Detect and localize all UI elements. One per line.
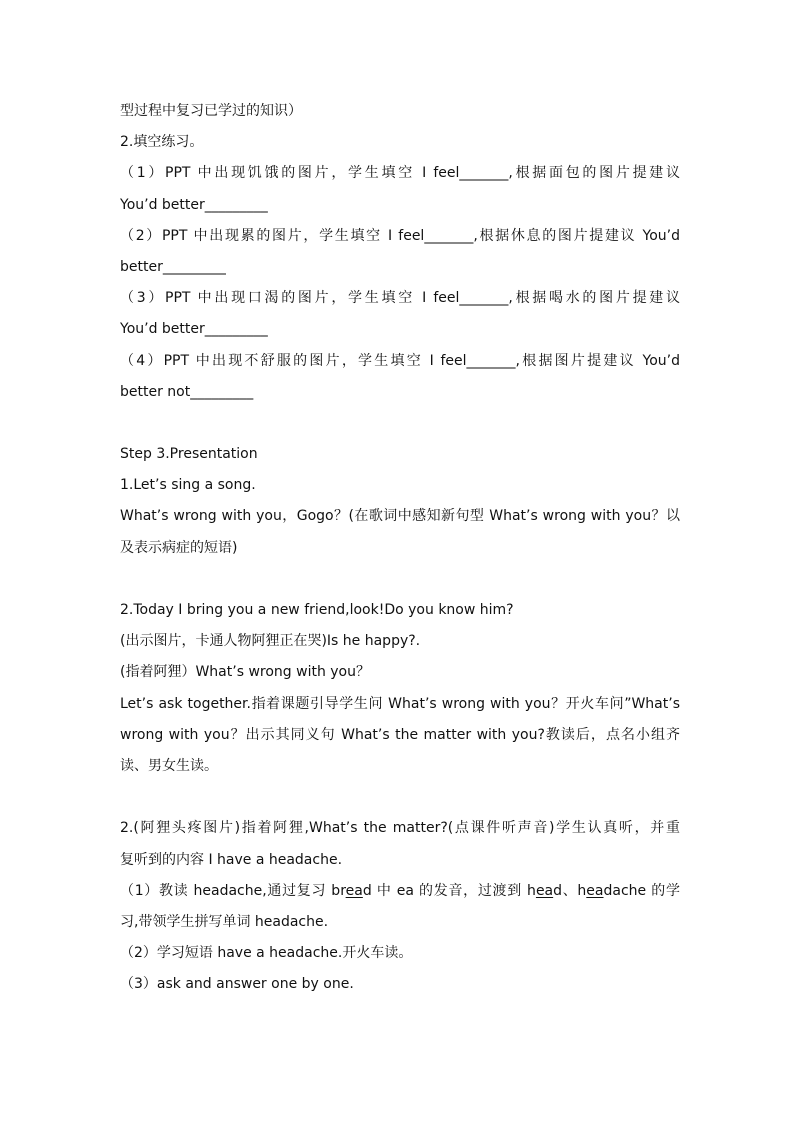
text-line: Let’s ask together.指着课题引导学生问 What’s wrong with you？开火车问”What’s xyxy=(120,695,680,712)
text-segment: dache 的学 xyxy=(603,882,680,899)
text-line: better_________ xyxy=(120,258,226,275)
text-segment: d 中 ea 的发音，过渡到 h xyxy=(362,882,536,899)
text-line: You’d better_________ xyxy=(120,321,268,338)
blank-line xyxy=(120,782,680,813)
text-line: （3）ask and answer one by one. xyxy=(120,976,354,993)
exercise-heading: 2.填空练习。 xyxy=(120,134,204,151)
text-line: 2.(阿狸头疼图片)指着阿狸,What’s the matter?(点课件听声音)学生认真听，并重 xyxy=(120,820,680,837)
text-line: 复听到的内容 I have a headache. xyxy=(120,851,343,868)
text-line: 1.Let’s sing a song. xyxy=(120,477,256,494)
text-line xyxy=(120,876,680,907)
text-line: (指着阿狸）What’s wrong with you？ xyxy=(120,664,370,681)
blank-line xyxy=(120,408,680,439)
text-line: You’d better_________ xyxy=(120,196,268,213)
underlined-letters: ea xyxy=(586,882,604,899)
text-line: wrong with you？出示其同义句 What’s the matter with you?教读后，点名小组齐 xyxy=(120,726,680,743)
underlined-letters: ea xyxy=(535,882,554,899)
document-page xyxy=(120,96,680,1000)
text-segment: d、h xyxy=(553,882,587,899)
text-line: （2）学习短语 have a headache.开火车读。 xyxy=(120,945,413,962)
text-segment: （1）教读 headache,通过复习 br xyxy=(120,882,346,899)
text-line: （1）PPT 中出现饥饿的图片，学生填空 I feel_______,根据面包的图片提建议 xyxy=(120,165,680,182)
text-line: 及表示病症的短语) xyxy=(120,539,238,556)
text-line: (出示图片，卡通人物阿狸正在哭)Is he happy?. xyxy=(120,633,421,650)
blank-line xyxy=(120,564,680,595)
text-line: better not_________ xyxy=(120,383,254,400)
step-heading: Step 3.Presentation xyxy=(120,446,258,463)
text-line: 型过程中复习已学过的知识） xyxy=(120,103,302,119)
text-line: （3）PPT 中出现口渴的图片，学生填空 I feel_______,根据喝水的图片提建议 xyxy=(120,290,680,307)
text-line: （2）PPT 中出现累的图片，学生填空 I feel_______,根据休息的图片提建议 You’d xyxy=(120,227,680,244)
text-line: What’s wrong with you，Gogo？(在歌词中感知新句型 What’s wrong with you？以 xyxy=(120,508,680,525)
text-line: 读、男女生读。 xyxy=(120,757,218,774)
text-line: （4）PPT 中出现不舒服的图片，学生填空 I feel_______,根据图片提建议 You’d xyxy=(120,352,680,369)
text-line: 2.Today I bring you a new friend,look!Do you know him? xyxy=(120,602,514,618)
underlined-letters: ea xyxy=(345,882,363,899)
text-line: 习,带领学生拼写单词 headache. xyxy=(120,913,329,930)
